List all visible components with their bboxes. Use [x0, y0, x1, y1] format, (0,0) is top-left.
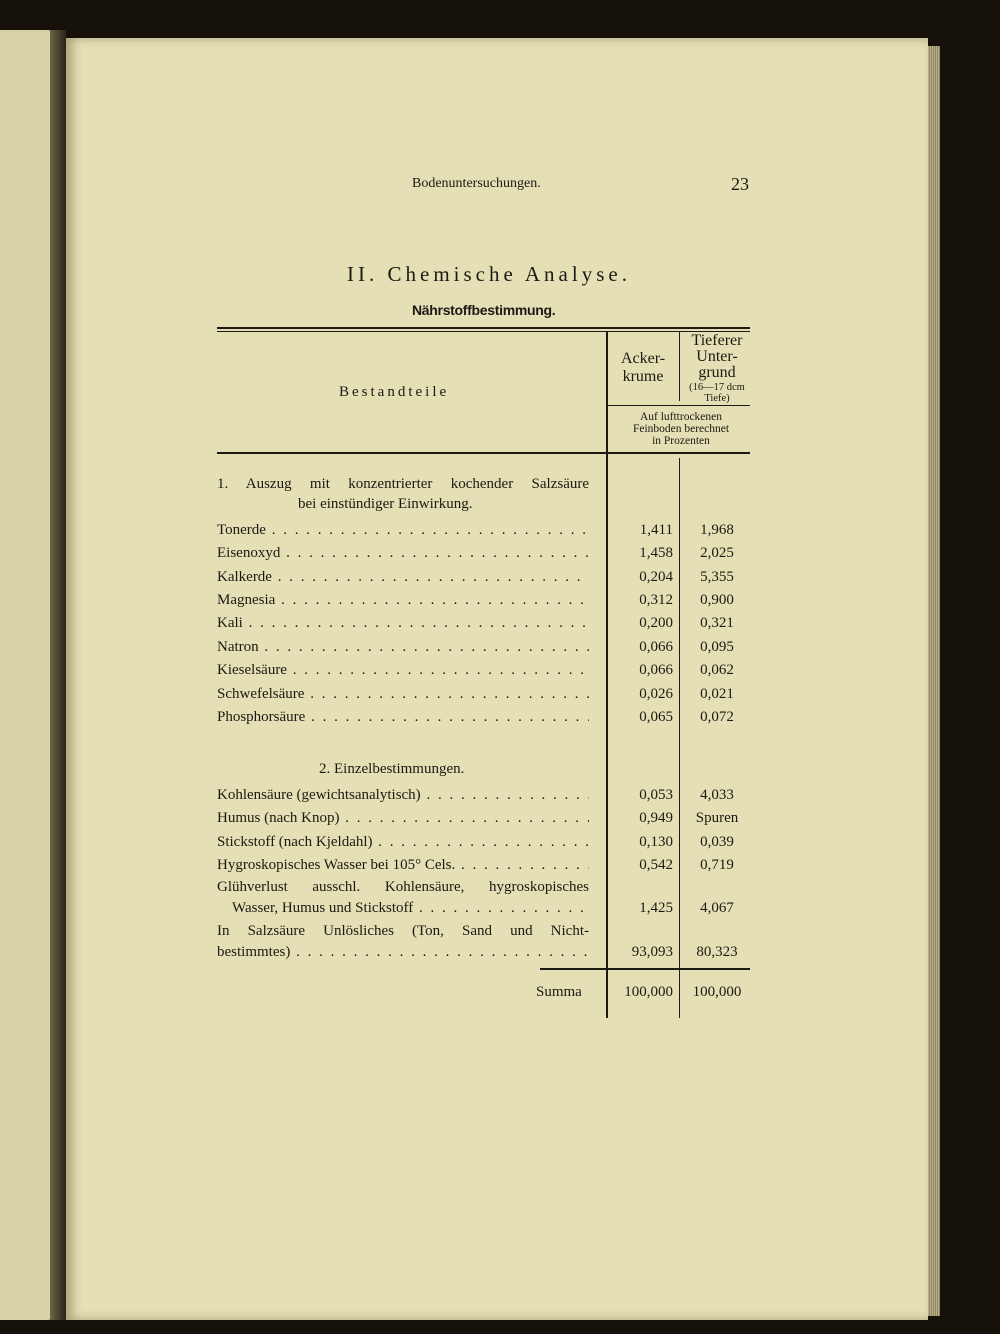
value-untergrund: 0,719: [700, 857, 734, 873]
column-header-untergrund-line: Unter-: [696, 348, 738, 365]
table-row: [217, 709, 752, 731]
row-label: Eisenoxyd . . .: [217, 545, 589, 562]
value-ackerkrume: 0,949: [639, 810, 673, 826]
section2-heading: 2. Einzelbestimmungen.: [319, 761, 465, 777]
table-row: [217, 923, 752, 967]
value-untergrund: 0,062: [700, 662, 734, 678]
unit-note-line: Feinboden berechnet: [632, 423, 730, 435]
table-row: [217, 592, 752, 614]
running-head: Bodenuntersuchungen.: [412, 176, 541, 191]
value-untergrund: 2,025: [700, 545, 734, 561]
unit-note: [610, 411, 752, 447]
column-header-bestandteile: Bestandteile: [339, 384, 450, 400]
page-stack-edge: [926, 46, 940, 1316]
table-row: [217, 857, 752, 879]
value-untergrund: 0,095: [700, 639, 734, 655]
note-line: (16—17 dcm: [689, 382, 745, 393]
value-untergrund: Spuren: [695, 810, 739, 826]
value-ackerkrume: 1,411: [639, 522, 673, 538]
value-untergrund: 1,968: [700, 522, 734, 538]
page-number: 23: [731, 174, 749, 194]
section1-heading-line1: 1. Auszug mit konzentrierter kochender Salzsäure: [217, 476, 589, 492]
table-row: [217, 834, 752, 856]
column-header-ackerkrume-line: krume: [622, 368, 664, 385]
value-ackerkrume: 0,066: [639, 662, 673, 678]
row-label: Kalkerde . . .: [217, 569, 589, 586]
value-ackerkrume: 0,130: [639, 834, 673, 850]
row-label: Hygroskopisches Wasser bei 105° Cels. . . .: [217, 857, 589, 874]
unit-rule: [606, 405, 750, 406]
table-row: [217, 639, 752, 661]
summa-ackerkrume: 100,000: [624, 984, 673, 1000]
table-subtitle: Nährstoffbestimmung.: [412, 302, 556, 318]
row-label: Natron . . .: [217, 639, 589, 656]
section-title: II. Chemische Analyse.: [347, 262, 631, 286]
row-label-line2: bestimmtes) . . .: [217, 944, 589, 961]
table-row: [217, 615, 752, 637]
value-ackerkrume: 0,026: [639, 686, 673, 702]
column-header-untergrund-line: Tieferer: [691, 332, 743, 349]
value-ackerkrume: 0,200: [639, 615, 673, 631]
column-header-untergrund-line: grund: [698, 364, 736, 381]
value-untergrund: 0,072: [700, 709, 734, 725]
row-label: Tonerde . . .: [217, 522, 589, 539]
table-row: [217, 686, 752, 708]
row-label-line1: Glühverlust ausschl. Kohlensäure, hygroskopisches: [217, 879, 589, 895]
value-untergrund: 80,323: [696, 944, 738, 960]
column-header-untergrund: [682, 333, 752, 404]
value-untergrund: 0,321: [700, 615, 734, 631]
row-label: Kali . . .: [217, 615, 589, 632]
table-row: [217, 569, 752, 591]
value-untergrund: 4,067: [700, 900, 734, 916]
row-label: Kohlensäure (gewichtsanalytisch) . . .: [217, 787, 589, 804]
column-header-ackerkrume: [610, 350, 676, 386]
value-ackerkrume: 0,065: [639, 709, 673, 725]
note-line: Tiefe): [704, 393, 730, 404]
table-row: [217, 879, 752, 923]
row-label: Humus (nach Knop) . . .: [217, 810, 589, 827]
row-label: Schwefelsäure . . .: [217, 686, 589, 703]
column-header-untergrund-note: [682, 382, 752, 404]
value-untergrund: 4,033: [700, 787, 734, 803]
unit-note-line: in Prozenten: [652, 435, 710, 447]
table-row: [217, 662, 752, 684]
value-untergrund: 5,355: [700, 569, 734, 585]
table-row: [217, 787, 752, 809]
value-ackerkrume: 0,542: [639, 857, 673, 873]
table-top-rule: [217, 327, 750, 329]
header-bottom-rule: [217, 452, 750, 454]
table-top-rule-thin: [217, 331, 750, 332]
row-label: Kieselsäure . . .: [217, 662, 589, 679]
column-header-ackerkrume-line: Acker-: [620, 350, 666, 367]
table-row: [217, 522, 752, 544]
summa-rule: [540, 968, 750, 970]
column-divider-2-header: [679, 331, 680, 401]
book-gutter: [50, 30, 66, 1320]
value-untergrund: 0,039: [700, 834, 734, 850]
summa-label: Summa: [536, 984, 582, 1000]
row-label: Magnesia . . .: [217, 592, 589, 609]
value-ackerkrume: 0,066: [639, 639, 673, 655]
table-row: [217, 545, 752, 567]
value-ackerkrume: 1,425: [639, 900, 673, 916]
row-label: Phosphorsäure . . .: [217, 709, 589, 726]
table-row: [217, 810, 752, 832]
value-ackerkrume: 0,312: [639, 592, 673, 608]
value-untergrund: 0,021: [700, 686, 734, 702]
value-ackerkrume: 0,053: [639, 787, 673, 803]
value-untergrund: 0,900: [700, 592, 734, 608]
row-label-line2: Wasser, Humus und Stickstoff . . .: [232, 900, 589, 917]
value-ackerkrume: 93,093: [631, 944, 673, 960]
unit-note-line: Auf lufttrockenen: [639, 411, 723, 423]
section1-heading-line2: bei einstündiger Einwirkung.: [298, 496, 473, 512]
summa-untergrund: 100,000: [692, 984, 742, 1000]
row-label-line1: In Salzsäure Unlösliches (Ton, Sand und Nicht-: [217, 923, 589, 939]
value-ackerkrume: 0,204: [639, 569, 673, 585]
left-page-edge: [0, 30, 52, 1320]
row-label: Stickstoff (nach Kjeldahl) . . .: [217, 834, 589, 851]
value-ackerkrume: 1,458: [639, 545, 673, 561]
